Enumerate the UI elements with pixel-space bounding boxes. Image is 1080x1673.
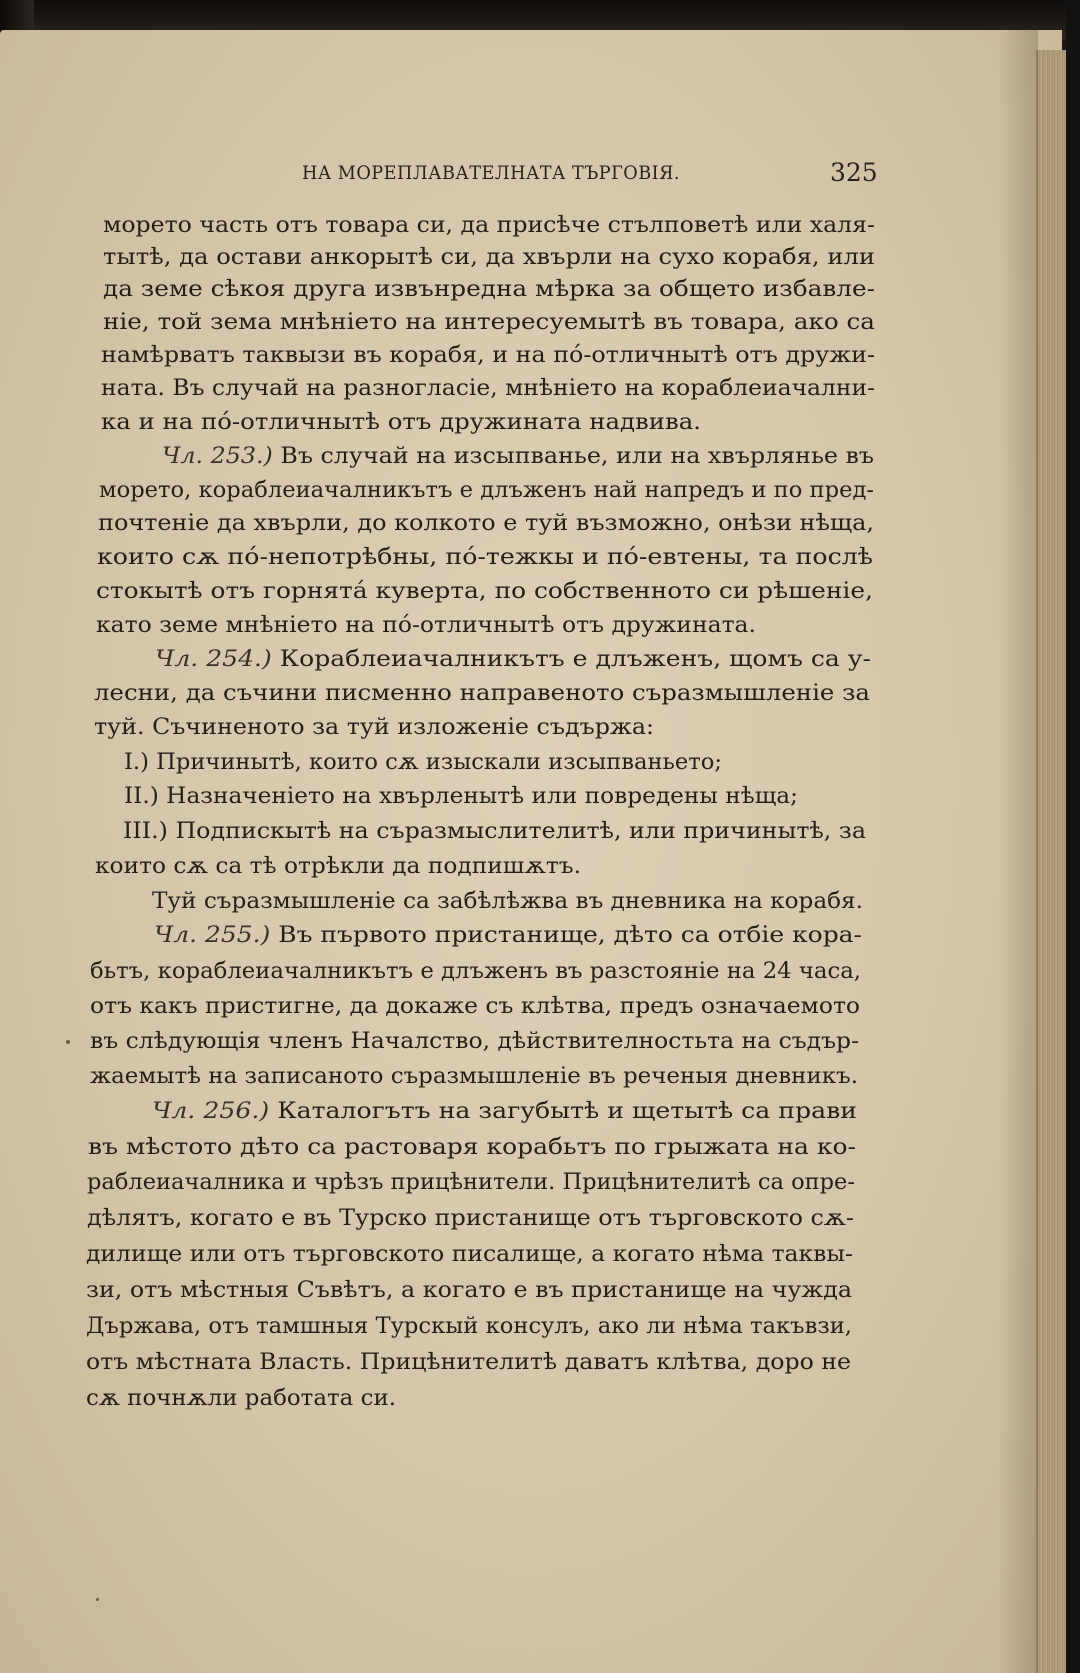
line-text: Въ първото пристанище, дѣто са отбіе кора-	[278, 923, 862, 948]
article-number: Чл. 253.)	[162, 444, 273, 469]
text-line	[88, 1134, 856, 1162]
line-text: сѫ почнѫли работата си.	[86, 1386, 396, 1411]
line-text: като земе мнѣніето на по́-отличнытѣ отъ дружината.	[96, 613, 757, 638]
text-line	[98, 510, 874, 538]
text-line	[87, 1205, 854, 1233]
scan-background-right	[1066, 0, 1080, 1673]
line-text: раблеиачалника и чрѣзъ прицѣнители. Прицѣнителитѣ са опре-	[87, 1170, 855, 1195]
text-line	[90, 958, 861, 986]
text-line	[94, 714, 654, 742]
text-line	[95, 853, 581, 881]
paper-speck	[66, 1040, 70, 1044]
line-text: стокытѣ отъ горнята́ куверта, по собственното си рѣшеніе,	[96, 579, 873, 604]
text-line	[124, 749, 722, 777]
text-line	[87, 1169, 855, 1197]
line-text: които сѫ са тѣ отрѣкли да подпишѫтъ.	[95, 854, 581, 879]
line-text: лесни, да съчини писменно направеното съразмышленіе за	[94, 681, 870, 706]
line-text: почтеніе да хвърли, до колкото е туй възможно, онѣзи нѣща,	[98, 511, 875, 536]
line-text: туй. Съчиненото за туй изложеніе съдържа:	[94, 715, 655, 740]
gutter-shadow	[998, 30, 1038, 1673]
text-line	[90, 993, 860, 1021]
text-line	[103, 212, 875, 240]
line-text: бьтъ, кораблеиачалникътъ е длъженъ въ разстояніе на 24 часа,	[90, 959, 862, 984]
text-line	[86, 1313, 852, 1341]
line-text: дилище или отъ търговското писалище, а когато нѣма таквы-	[86, 1242, 853, 1267]
text-line	[86, 1385, 396, 1413]
line-text: жаемытѣ на записаното съразмышленіе въ реченыя дневникъ.	[90, 1064, 858, 1089]
text-line	[86, 1277, 852, 1305]
text-line	[99, 477, 874, 505]
article-number: Чл. 254.)	[155, 647, 272, 672]
line-text: да земе сѣкоя друга извънредна мѣрка за общето избавле-	[103, 277, 875, 302]
text-line	[96, 612, 756, 640]
text-line	[101, 342, 875, 370]
text-line	[101, 375, 875, 403]
article-line	[154, 922, 862, 950]
line-text: I.) Причинытѣ, които сѫ изыскали изсыпваньето;	[124, 750, 722, 775]
line-text: ніе, той зема мнѣніето на интересуемытѣ въ товара, ако са	[103, 310, 875, 335]
line-text: тытѣ, да остави анкорытѣ си, да хвърли на сухо корабя, или	[103, 245, 876, 270]
article-line	[155, 646, 871, 674]
text-line	[97, 544, 873, 572]
line-text: отъ мѣстната Власть. Прицѣнителитѣ даватъ клѣтва, доро не	[86, 1350, 852, 1375]
text-line	[103, 309, 875, 337]
line-text: ка и на по́-отличнытѣ отъ дружината надвива.	[101, 410, 701, 435]
line-text: въ слѣдующія членъ Началство, дѣйствителностьта на съдър-	[90, 1029, 860, 1054]
running-head: НА МОРЕПЛАВАТЕЛНАТА ТЪРГОВІЯ.	[302, 162, 680, 184]
paper-speck	[96, 1598, 99, 1601]
text-line	[90, 1063, 858, 1091]
page-edges	[1036, 50, 1066, 1673]
text-line	[123, 818, 866, 846]
line-text: Каталогътъ на загубытѣ и щетытѣ са прави	[277, 1099, 857, 1124]
text-line	[90, 1028, 859, 1056]
text-line	[103, 244, 875, 272]
text-line	[96, 578, 873, 606]
text-line	[103, 276, 875, 304]
line-text: Въ случай на изсыпванье, или на хвърлянье въ	[280, 444, 875, 469]
line-text: Туй съразмышленіе са забѣлѣжва въ дневника на корабя.	[152, 889, 864, 914]
line-text: морето часть отъ товара си, да присѣче стълповетѣ или халя-	[103, 213, 876, 238]
line-text: намѣрватъ таквызи въ корабя, и на по́-отличнытѣ отъ дружи-	[101, 343, 876, 368]
text-line	[86, 1349, 851, 1377]
text-line	[152, 888, 863, 916]
article-number: Чл. 256.)	[152, 1099, 270, 1124]
text-line	[86, 1241, 853, 1269]
line-text: които сѫ по́-непотрѣбны, по́-тежкы и по́-евтены, та послѣ	[97, 545, 873, 570]
text-line	[101, 409, 701, 437]
line-text: Държава, отъ тамшныя Турскый консулъ, ако ли нѣма такъвзи,	[86, 1314, 853, 1339]
text-line	[94, 680, 870, 708]
article-line	[162, 443, 874, 471]
line-text: отъ какъ пристигне, да докаже съ клѣтва, предъ означаемото	[90, 994, 861, 1019]
page-number: 325	[830, 158, 878, 187]
line-text: II.) Назначеніето на хвърленытѣ или повредены нѣща;	[124, 784, 798, 809]
article-number: Чл. 255.)	[154, 923, 271, 948]
line-text: III.) Подпискытѣ на съразмыслителитѣ, или причинытѣ, за	[123, 819, 866, 844]
line-text: дѣлятъ, когато е въ Турско пристанище отъ търговското сѫ-	[87, 1206, 854, 1231]
text-line	[124, 783, 798, 811]
line-text: зи, отъ мѣстныя Съвѣтъ, а когато е въ пристанище на чужда	[86, 1278, 852, 1303]
article-line	[152, 1098, 857, 1126]
line-text: морето, кораблеиачалникътъ е длъженъ най напредъ и по пред-	[99, 478, 875, 503]
line-text: въ мѣстото дѣто са растоваря корабьтъ по грыжата на ко-	[88, 1135, 856, 1160]
line-text: ната. Въ случай на разногласіе, мнѣніето на кораблеиачални-	[101, 376, 876, 401]
line-text: Кораблеиачалникътъ е длъженъ, щомъ са у-	[279, 647, 871, 672]
